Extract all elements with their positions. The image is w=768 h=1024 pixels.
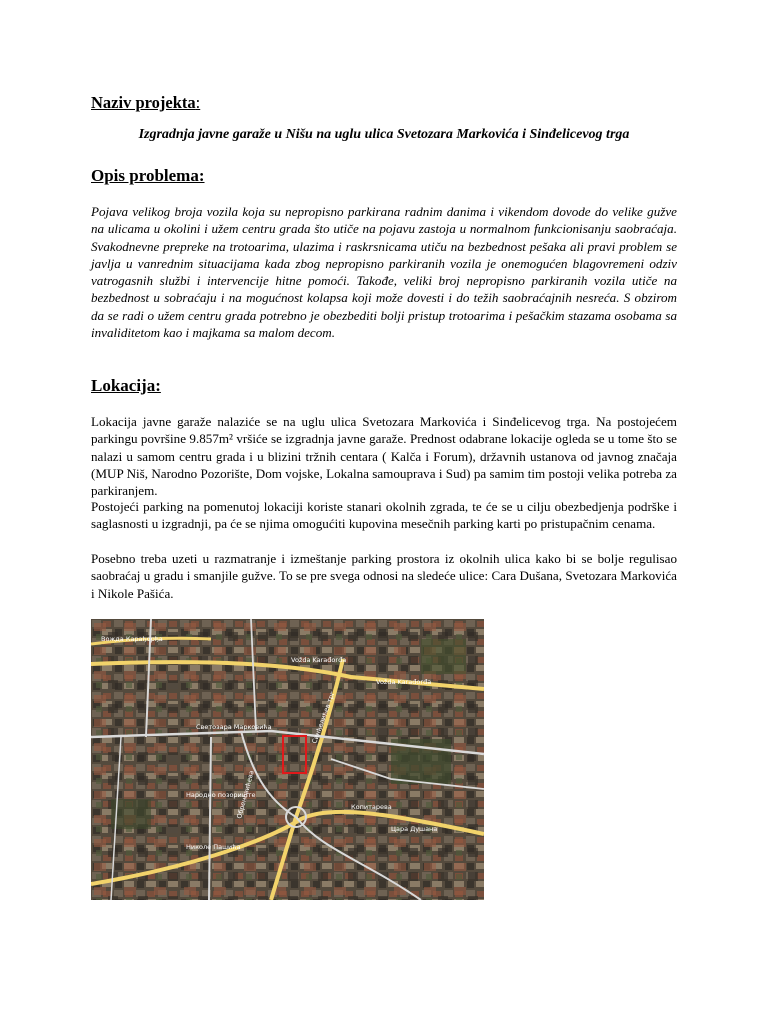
map-label-svetozara-markovica: Светозара Марковића (196, 723, 272, 731)
project-name-heading-text: Naziv projekta (91, 93, 196, 112)
map-label-sindjelicev-trg: Синђелићев трг (310, 690, 337, 745)
map-label-kopitareva: Копитарева (351, 803, 392, 811)
location-paragraph-1: Lokacija javne garaže nalaziće se na uglu ulica Svetozara Markovića i Sinđelicevog trga. Na postojećem parkingu površine 9.857m² vršiće se izgradnja javne garaže. Prednost odabrane lokacije ogleda se u tome što se nalazi u samom centru grada i u blizini tržnih centara ( Kalča i Forum), državnih ustanova od javnog značaja (MUP Niš, Narodno Pozorište, Dom vojske, Lokalna samouprava i Sud) pa samim tim postoji velika potreba za parkiranjem. (91, 414, 677, 499)
satellite-map (91, 619, 484, 900)
map-label-obrenoviceva: Обреновићева (235, 769, 256, 820)
map-label-cara-dusana: Цара Душана (391, 825, 438, 833)
problem-description: Pojava velikog broja vozila koja su nepropisno parkirana radnim danima i vikendom dovode do velike gužve na ulicama u okolini i užem centru grada što utiče na pojavu zastoja u normalnom funkcionisanju saobraćaja. Svakodnevne prepreke na trotoarima, ulazima i raskrsnicama utiču na bezbednost pešaka ali pravi problem se javlja u vanrednim situacijama kada zbog nepropisno parkiranih vozila je onemogućen blagovremeni odziv vatrogasnih službi i intervencije hitne pomoći. Takođe, veliki broj nepropisno parkiranih vozila utiče na bezbednost u sobraćaju i na mogućnost kolapsa koji može dovesti i do težih saobraćajnih nesreća. S obzirom da se radi o užem centru grada potrebno je obezbediti bolji pristup trotoarima i pešačkim stazama osobama sa invaliditetom kao i majkama sa malom decom. (91, 204, 677, 341)
map-label-vozda-karadjordja-2: Vožda Karađorđa (376, 678, 432, 686)
map-label-vozda-karadjordja-top: Вожда Карађорђа (101, 635, 163, 643)
project-name-heading-colon: : (195, 93, 201, 112)
satellite-map-image (91, 619, 484, 900)
problem-heading: Opis problema: (91, 166, 205, 185)
location-paragraph-3: Posebno treba uzeti u razmatranje i izmeštanje parking prostora iz okolnih ulica kako bi se bolje regulisao saobraćaj u gradu i smanjile gužve. To se pre svega odnosi na sledeće ulice: Cara Dušana, Svetozara Markovića i Nikole Pašića. (91, 551, 677, 601)
location-paragraph-2: Postojeći parking na pomenutoj lokaciji koriste stanari okolnih zgrada, te će se u cilju obezbedjenja podrške i saglasnosti u izgradnji, pa će se njima omogućiti kupovina mesečnih parking karti po pristupačnim cenama. (91, 499, 677, 532)
map-label-vozda-karadjordja-1: Vožda Karađorđa (291, 656, 347, 664)
map-label-nikole-pasica: Николе Пашића (186, 843, 241, 851)
map-label-narodno-pozoriste: Народно позориште (186, 791, 256, 799)
project-title: Izgradnja javne garaže u Nišu na uglu ulica Svetozara Markovića i Sinđelicevog trga (138, 127, 630, 142)
location-heading: Lokacija: (91, 376, 161, 395)
project-name-heading (91, 93, 200, 113)
